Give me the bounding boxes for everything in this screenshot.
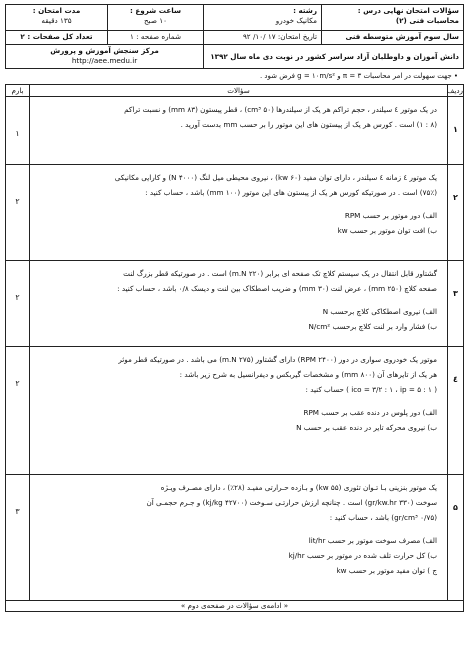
- page-number: شماره صفحه : ۱: [108, 31, 204, 45]
- question-text: [30, 261, 448, 347]
- question-line: گشتاور قابل انتقال در یک سیستم کلاچ تک صفحه ای برابر (۲۲۰ m.N) است . در صورتیکه قطر بزرگ لنت: [123, 269, 437, 278]
- title-line1: سؤالات امتحان نهایی درس :: [357, 6, 459, 15]
- question-text: [30, 347, 448, 475]
- question-part: الف) مصرف سوخت موتور بر حسب lit/hr: [308, 536, 437, 545]
- start-time-cell: [108, 5, 204, 31]
- duration-value: ۱۳۵ دقیقه: [41, 16, 72, 25]
- question-part: الف) دور موتور بر حسب RPM: [344, 211, 437, 220]
- field-label: رشته :: [293, 6, 317, 15]
- question-text: [30, 97, 448, 165]
- instruction: • جهت سهولت در امر محاسبات π = ۳ و g = ۱۰m/s² فرض شود .: [259, 72, 458, 80]
- score-header: بارم: [6, 85, 30, 97]
- question-line: یک موتور بنزینی بـا تـوان تئوری (۵۵ kw) و بـازده حـرارتی مفیـد (۲۸٪) ، دارای مصـرف ویـژه: [160, 483, 437, 492]
- question-row: [6, 261, 464, 347]
- question-line: (۷۵٪) است . در صورتیکه کورس هر یک از پیستون های این موتور (۱۰۰ mm) باشد ، حساب کنید :: [145, 188, 437, 197]
- pages-count: تعداد کل صفحات : ۲: [6, 31, 108, 45]
- questions-table: [5, 84, 464, 612]
- question-row: [6, 347, 464, 475]
- question-line: موتور یک خودروی سواری در دور (۲۴۰۰ RPM) دارای گشتاور (۲۷۵ m.N) می باشد . در صورتیکه قطر موثر: [118, 355, 437, 364]
- exam-date: تاریخ امتحان: ۱۷ /۱۰/ ۹۲: [204, 31, 322, 45]
- question-part: ج ) توان مفید موتور بر حسب kw: [336, 566, 437, 575]
- title-line2: محاسبات فنی (۲): [395, 16, 459, 25]
- question-part: ب) کل حرارت تلف شده در موتور بر حسب kj/hr: [288, 551, 437, 560]
- question-text: [30, 475, 448, 601]
- center-name: مرکز سنجش آموزش و پرورش: [50, 46, 159, 55]
- question-number: ۳: [448, 261, 464, 347]
- question-part: ب) افت توان موتور بر حسب kw: [337, 226, 437, 235]
- row-header: ردیف: [446, 86, 463, 95]
- question-number: ٤: [448, 347, 464, 475]
- question-text: [30, 165, 448, 261]
- duration-cell: [6, 5, 108, 31]
- course-title: [322, 5, 464, 31]
- question-row: [6, 165, 464, 261]
- field-cell: [204, 5, 322, 31]
- students-line: دانش آموزان و داوطلبان آزاد سراسر کشور در نوبت دی ماه سال ۱۳۹۲: [204, 45, 464, 69]
- start-time-value: ۱۰ صبح: [144, 16, 167, 25]
- question-number: ۲: [448, 165, 464, 261]
- center-cell: [6, 45, 204, 69]
- question-row: [6, 97, 464, 165]
- question-score: ۲: [6, 261, 30, 347]
- continued-footer: « ادامه‌ی سؤالات در صفحه‌ی دوم »: [6, 601, 464, 612]
- question-number: ۱: [448, 97, 464, 165]
- question-score: ۳: [6, 475, 30, 601]
- question-line: ( ico = ۳/۲ : ۱ ، ip = ۵ : ۱ ) حساب کنید :: [305, 385, 437, 394]
- question-number: ۵: [448, 475, 464, 601]
- exam-header: [5, 4, 464, 69]
- question-row: [6, 475, 464, 601]
- question-line: یک موتور ٤ زمانه ٤ سیلندر ، دارای توان مفید (۶۰ kw) ، نیروی محیطی میل لنگ (۴۰۰۰ N) و کارایی مکانیکی: [114, 173, 437, 182]
- question-line: (۸ : ۱) است . کورس هر یک از پیستون های این موتور را بر حسب mm بدست آورید .: [180, 120, 437, 129]
- field-value: مکانیک خودرو: [275, 16, 317, 25]
- questions-header: سؤالات: [30, 85, 448, 97]
- question-line: هر یک از تایرهای آن (۸۰۰ mm) و مشخصات گیربکس و دیفرانسیل به شرح زیر باشد :: [179, 370, 437, 379]
- start-time-label: ساعت شروع :: [129, 6, 182, 15]
- question-part: ب) فشار وارد بر لنت کلاچ برحسب N/cm²: [308, 322, 437, 331]
- question-part: ب) نیروی محرکه تایر در دنده عقب بر حسب N: [296, 423, 437, 432]
- question-part: الف) نیروی اصطکاکی کلاچ برحسب N: [322, 307, 437, 316]
- duration-label: مدت امتحان :: [32, 6, 81, 15]
- question-part: الف) دور پلوس در دنده عقب بر حسب RPM: [303, 408, 437, 417]
- question-score: ۲: [6, 347, 30, 475]
- question-line: (۰/۷۵ gr/cm³) باشد ، حساب کنید :: [329, 513, 437, 522]
- question-score: ۱: [6, 97, 30, 165]
- question-line: سوخت (۳۳۰ gr/kw.hr) است . چنانچه ارزش حرارتـی سـوخت (۴۲۷۰۰ kj/kg) و جـرم حجمـی آن: [146, 498, 437, 507]
- question-line: در یک موتور ٤ سیلندر ، حجم تراکم هر یک از سیلندرها (۵۰ cm³) ، قطر پیستون (۸۳ mm) و نسبت تراکم: [124, 105, 437, 114]
- grade-line: سال سوم آموزش متوسطه فنی: [322, 31, 464, 45]
- center-url: http://aee.medu.ir: [71, 56, 138, 65]
- question-score: ۲: [6, 165, 30, 261]
- question-line: صفحه کلاچ (۲۵۰ mm) ، عرض لنت (۳۰ mm) و ضریب اصطکاک بین لنت و دیسک ۰/۸ باشد ، حساب کنید :: [117, 284, 437, 293]
